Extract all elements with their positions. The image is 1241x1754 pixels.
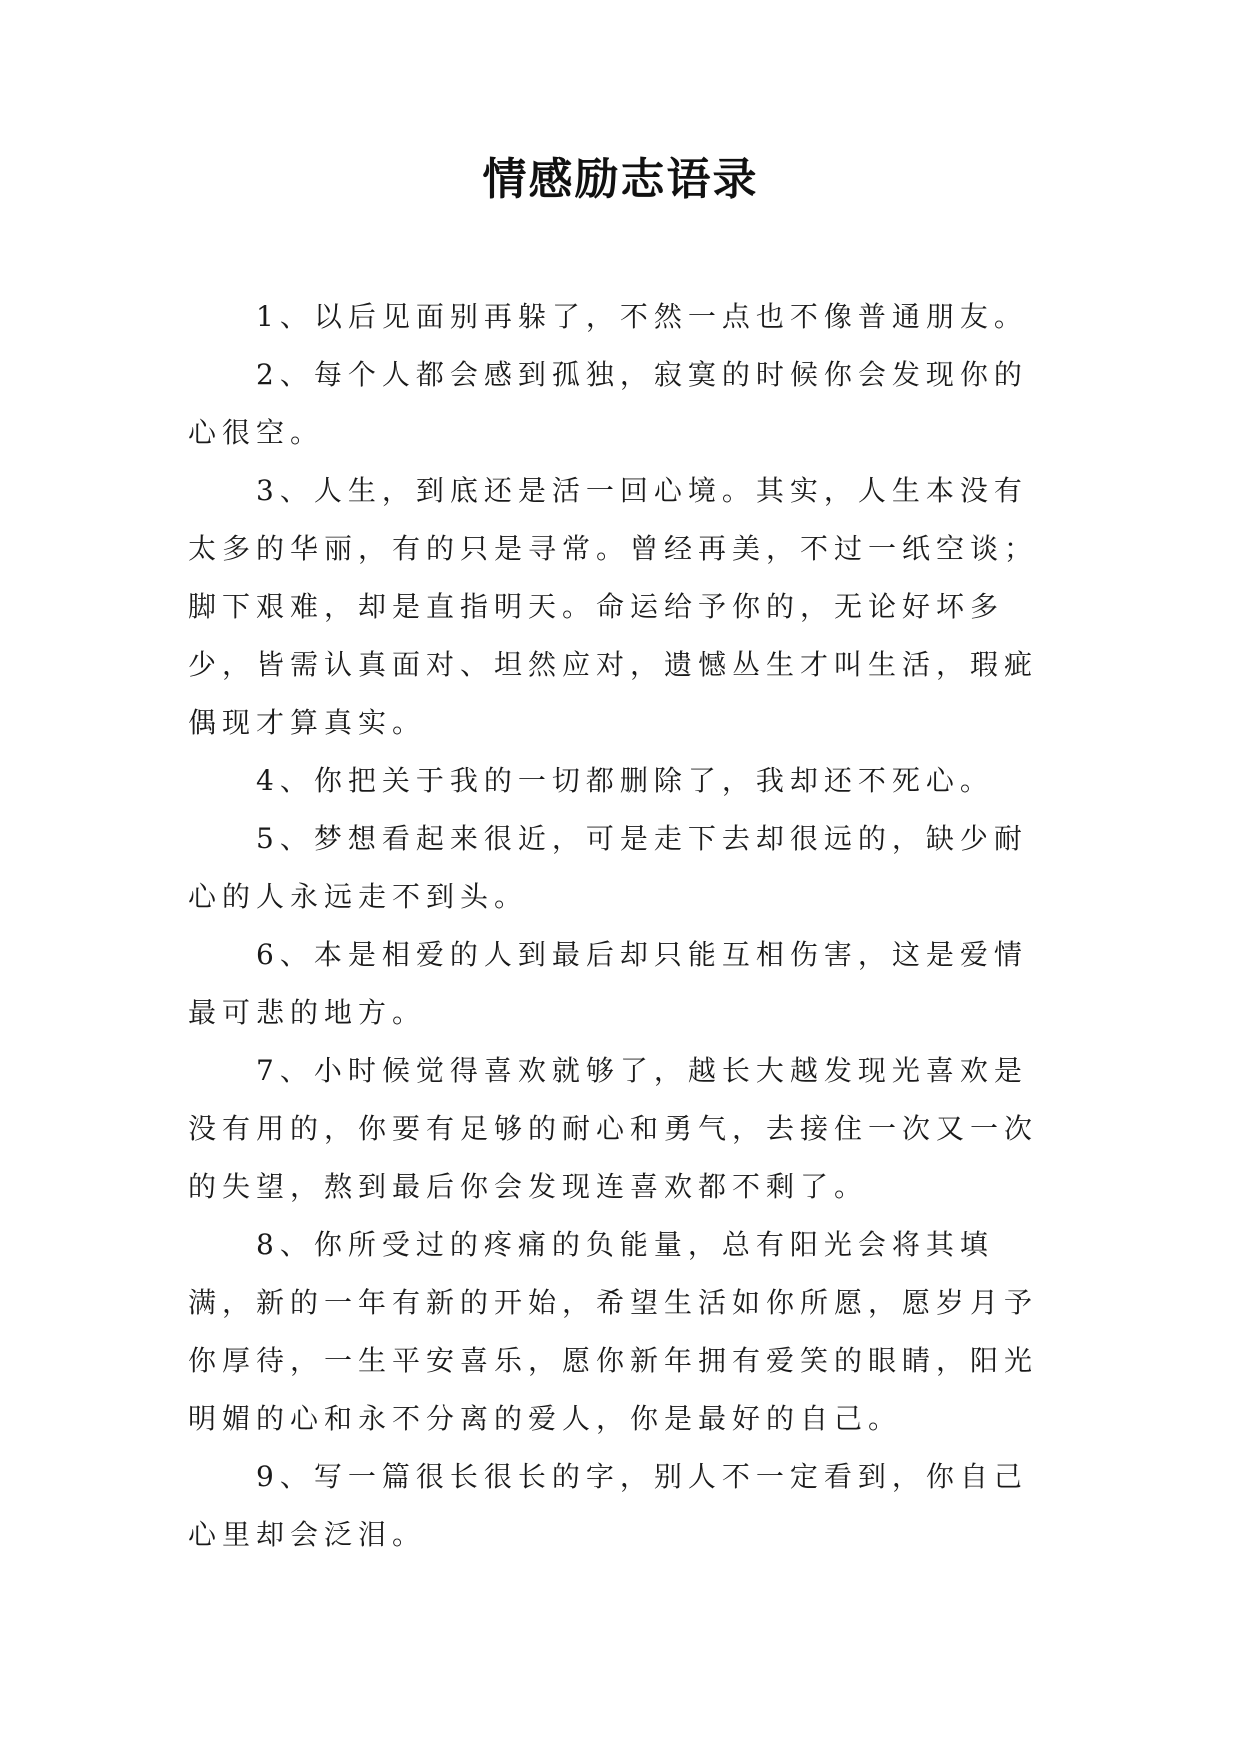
document-title: 情感励志语录 — [482, 154, 759, 205]
quote-paragraph-7: 7、小时候觉得喜欢就够了，越长大越发现光喜欢是没有用的，你要有足够的耐心和勇气，去接住一次又一次的失望，熬到最后你会发现连喜欢都不剩了。 — [188, 1054, 1039, 1203]
document-body — [188, 288, 1056, 1564]
quote-paragraph-6: 6、本是相爱的人到最后却只能互相伤害，这是爱情最可悲的地方。 — [188, 938, 1028, 1029]
quote-paragraph-5: 5、梦想看起来很近，可是走下去却很远的，缺少耐心的人永远走不到头。 — [188, 822, 1028, 913]
quote-paragraph-8: 8、你所受过的疼痛的负能量，总有阳光会将其填满，新的一年有新的开始，希望生活如你所愿，愿岁月予你厚待，一生平安喜乐，愿你新年拥有爱笑的眼睛，阳光明媚的心和永不分离的爱人，你是最好的自己。 — [188, 1228, 1039, 1435]
quote-paragraph-3: 3、人生，到底还是活一回心境。其实，人生本没有太多的华丽，有的只是寻常。曾经再美，不过一纸空谈；脚下艰难，却是直指明天。命运给予你的，无论好坏多少，皆需认真面对、坦然应对，遗憾丛生才叫生活，瑕疵偶现才算真实。 — [188, 474, 1039, 739]
quote-paragraph-2: 2、每个人都会感到孤独，寂寞的时候你会发现你的心很空。 — [188, 358, 1028, 449]
quote-paragraph-1: 1、以后见面别再躲了，不然一点也不像普通朋友。 — [256, 300, 1028, 333]
quote-paragraph-4: 4、你把关于我的一切都删除了，我却还不死心。 — [256, 764, 994, 797]
quote-paragraph-9: 9、写一篇很长很长的字，别人不一定看到，你自己心里却会泛泪。 — [188, 1460, 1028, 1551]
